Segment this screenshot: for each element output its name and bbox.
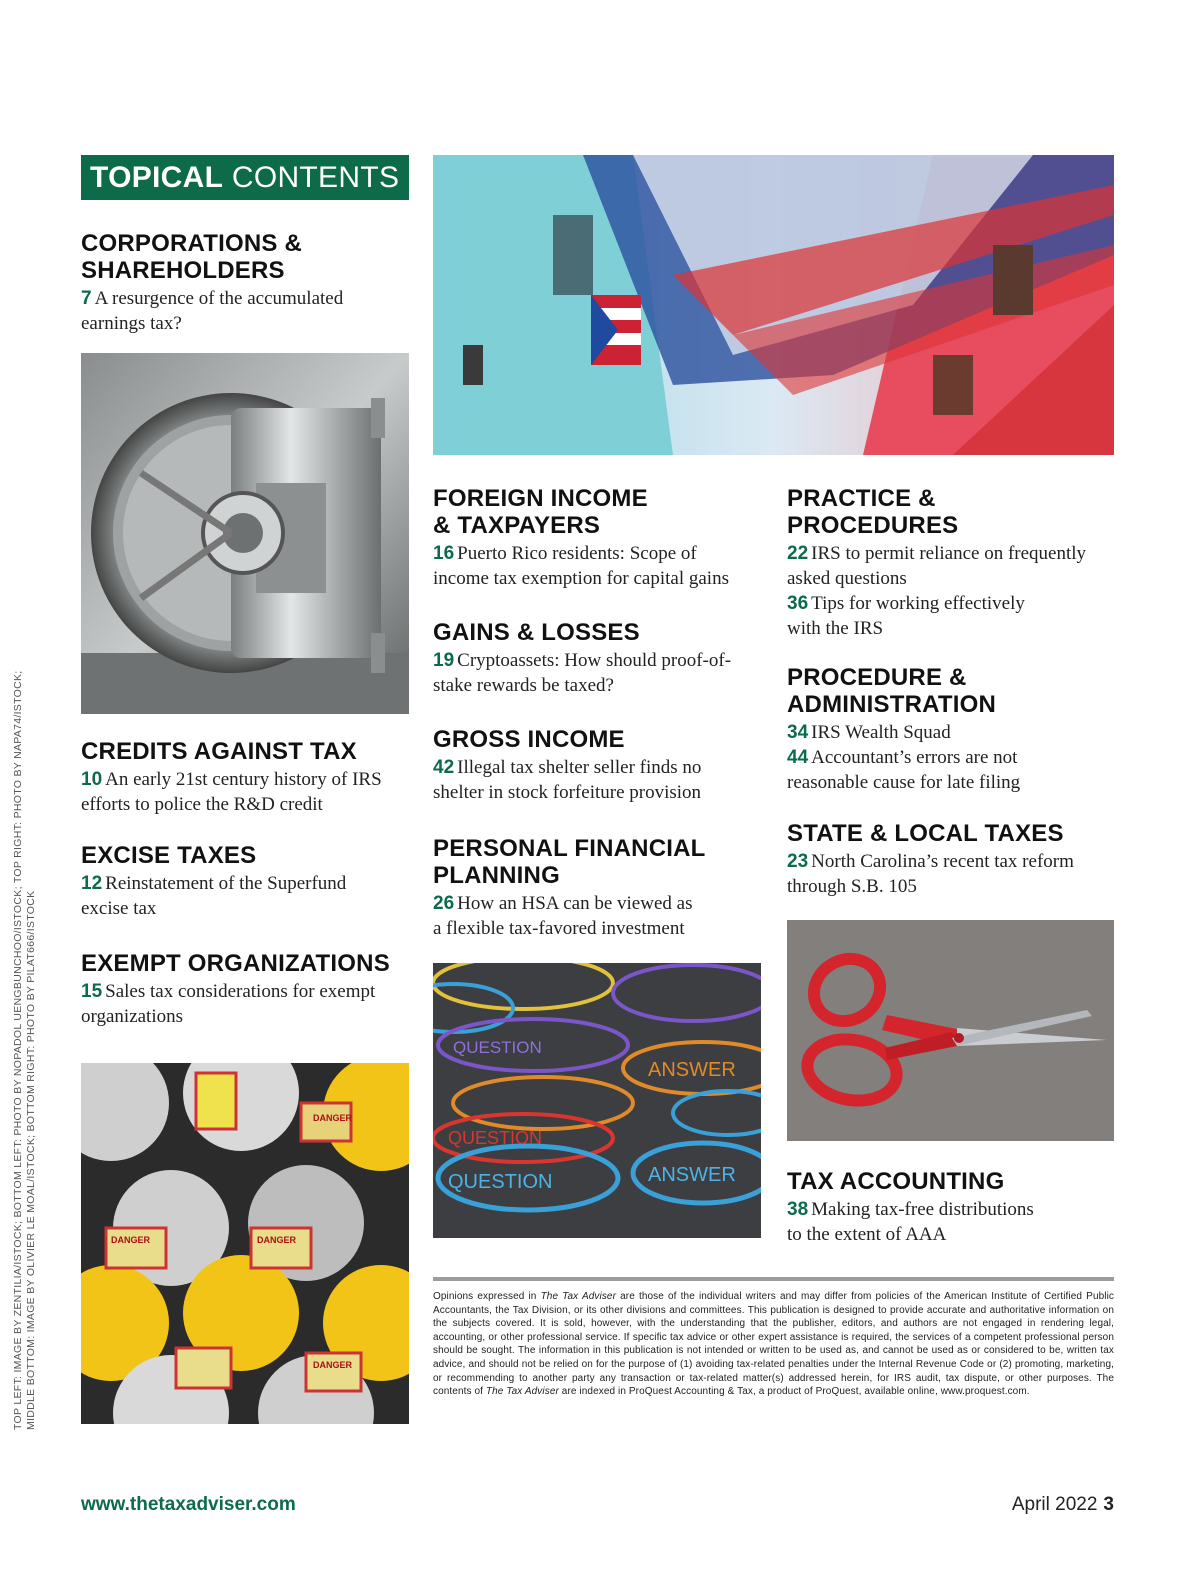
section-title: EXEMPT ORGANIZATIONS <box>81 950 390 977</box>
page-number: 34 <box>787 722 809 743</box>
section-title: CORPORATIONS & SHAREHOLDERS <box>81 230 303 284</box>
section-gains-losses <box>433 619 773 698</box>
section-practice-procedures <box>787 485 1127 641</box>
contents-entry[interactable]: 16 Puerto Rico residents: Scope of income tax exemption for capital gains <box>433 543 729 589</box>
page-number: 15 <box>81 981 103 1002</box>
issue-date: April 2022 <box>1011 1494 1098 1515</box>
barrel-label: DANGER <box>313 1113 353 1123</box>
section-title: PRACTICE & PROCEDURES <box>787 485 959 539</box>
disclaimer-rule <box>433 1277 1114 1281</box>
speech-bubbles-photo <box>433 963 761 1238</box>
contents-entry[interactable]: 23 North Carolina’s recent tax reform through S.B. 105 <box>787 851 1074 897</box>
banner-bold: TOPICAL <box>90 161 224 194</box>
page-number: 10 <box>81 769 103 790</box>
section-title: EXCISE TAXES <box>81 842 257 869</box>
contents-entry[interactable]: 44 Accountant’s errors are not reasonable cause for late filing <box>787 747 1021 793</box>
page-number: 16 <box>433 543 455 564</box>
disclaimer-text: Opinions expressed in The Tax Adviser are those of the individual writers and may differ from policies of the American Institute of Certified Public Accountants, the Tax Division, or its other divisions and committees. This publication is designed to provide accurate and authoritative information on the subjects covered. It is sold, however, with the understanding that the publisher, editors, and authors are not engaged in rendering legal, accounting, or other professional service. If specific tax advice or other expert assistance is required, the services of a competent professional person should be sought. The information in this publication is not intended or written to be used as, and cannot be used as or considered to be, written tax advice, and should not be relied on for the purpose of (1) avoiding tax-related penalties under the Internal Revenue Code or (2) promoting, marketing, or recommending to another party any transaction or tax-related matter(s) addressed herein, for IRS audit, tax dispute, or other purposes. The contents of The Tax Adviser are indexed in ProQuest Accounting & Tax, a product of ProQuest, available online, www.proquest.com. <box>433 1291 1115 1398</box>
section-corporations <box>81 230 411 336</box>
contents-entry[interactable]: 7 A resurgence of the accumulated earnings tax? <box>81 288 344 334</box>
page-number: 26 <box>433 893 455 914</box>
section-personal-financial-planning <box>433 835 773 941</box>
section-credits <box>81 738 421 817</box>
bubble-text: QUESTION <box>453 1038 542 1057</box>
vault-photo <box>81 353 409 714</box>
photo-credits: TOP LEFT: IMAGE BY ZENTILIA/ISTOCK; BOTTOM LEFT: PHOTO BY NOPADOL UENGBUNCHOO/ISTOCK; TOP RIGHT: PHOTO BY NAPA74/ISTOCK; MIDDLE BOTTOM: IMAGE BY OLIVIER LE MOAL/ISTOCK; BOTTOM RIGHT: PHOTO BY PILAT666/ISTOCK <box>12 670 37 1430</box>
contents-entry[interactable]: 42 Illegal tax shelter seller finds no shelter in stock forfeiture provision <box>433 757 702 803</box>
page-number: 3 <box>1103 1494 1114 1515</box>
section-excise <box>81 842 421 921</box>
contents-entry[interactable]: 19 Cryptoassets: How should proof-of- stake rewards be taxed? <box>433 650 732 696</box>
issue-date-page <box>1012 1494 1114 1516</box>
section-title: CREDITS AGAINST TAX <box>81 738 357 765</box>
bubble-text: ANSWER <box>648 1059 736 1081</box>
section-title: STATE & LOCAL TAXES <box>787 820 1064 847</box>
section-state-local-taxes <box>787 820 1127 899</box>
section-exempt <box>81 950 421 1029</box>
section-foreign-income <box>433 485 773 591</box>
contents-entry[interactable]: 38 Making tax-free distributions to the extent of AAA <box>787 1199 1034 1245</box>
page-number: 22 <box>787 543 809 564</box>
barrel-label: DANGER <box>111 1235 151 1245</box>
contents-entry[interactable]: 36 Tips for working effectively with the IRS <box>787 593 1025 639</box>
contents-entry[interactable]: 12 Reinstatement of the Superfund excise tax <box>81 873 347 919</box>
page-number: 36 <box>787 593 809 614</box>
website-url[interactable]: www.thetaxadviser.com <box>81 1494 296 1515</box>
barrel-label: DANGER <box>313 1360 353 1370</box>
contents-entry[interactable]: 26 How an HSA can be viewed as a flexible tax-favored investment <box>433 893 693 939</box>
section-title: TAX ACCOUNTING <box>787 1168 1005 1195</box>
page-number: 38 <box>787 1199 809 1220</box>
contents-entry[interactable]: 34 IRS Wealth Squad <box>787 722 951 743</box>
bubble-text: QUESTION <box>448 1171 553 1193</box>
barrel-label: DANGER <box>257 1235 297 1245</box>
scissors-photo <box>787 920 1114 1141</box>
section-title: PROCEDURE & ADMINISTRATION <box>787 664 997 718</box>
contents-entry[interactable]: 10 An early 21st century history of IRS efforts to police the R&D credit <box>81 769 382 815</box>
section-procedure-administration <box>787 664 1127 795</box>
section-gross-income <box>433 726 773 805</box>
section-title: PERSONAL FINANCIAL PLANNING <box>433 835 706 889</box>
page-number: 12 <box>81 873 103 894</box>
section-tax-accounting <box>787 1168 1127 1247</box>
section-title: GAINS & LOSSES <box>433 619 640 646</box>
flag-street-photo <box>433 155 1114 455</box>
section-title: FOREIGN INCOME & TAXPAYERS <box>433 485 648 539</box>
page-number: 7 <box>81 288 92 309</box>
page-number: 23 <box>787 851 809 872</box>
page-number: 44 <box>787 747 809 768</box>
barrels-photo <box>81 1063 409 1424</box>
contents-entry[interactable]: 22 IRS to permit reliance on frequently asked questions <box>787 543 1087 589</box>
banner-light: CONTENTS <box>231 161 400 194</box>
page-number: 42 <box>433 757 455 778</box>
topical-contents-banner <box>81 155 409 200</box>
bubble-text: ANSWER <box>648 1164 736 1186</box>
bubble-text: QUESTION <box>448 1128 543 1148</box>
contents-entry[interactable]: 15 Sales tax considerations for exempt organizations <box>81 981 376 1027</box>
page-number: 19 <box>433 650 455 671</box>
section-title: GROSS INCOME <box>433 726 625 753</box>
